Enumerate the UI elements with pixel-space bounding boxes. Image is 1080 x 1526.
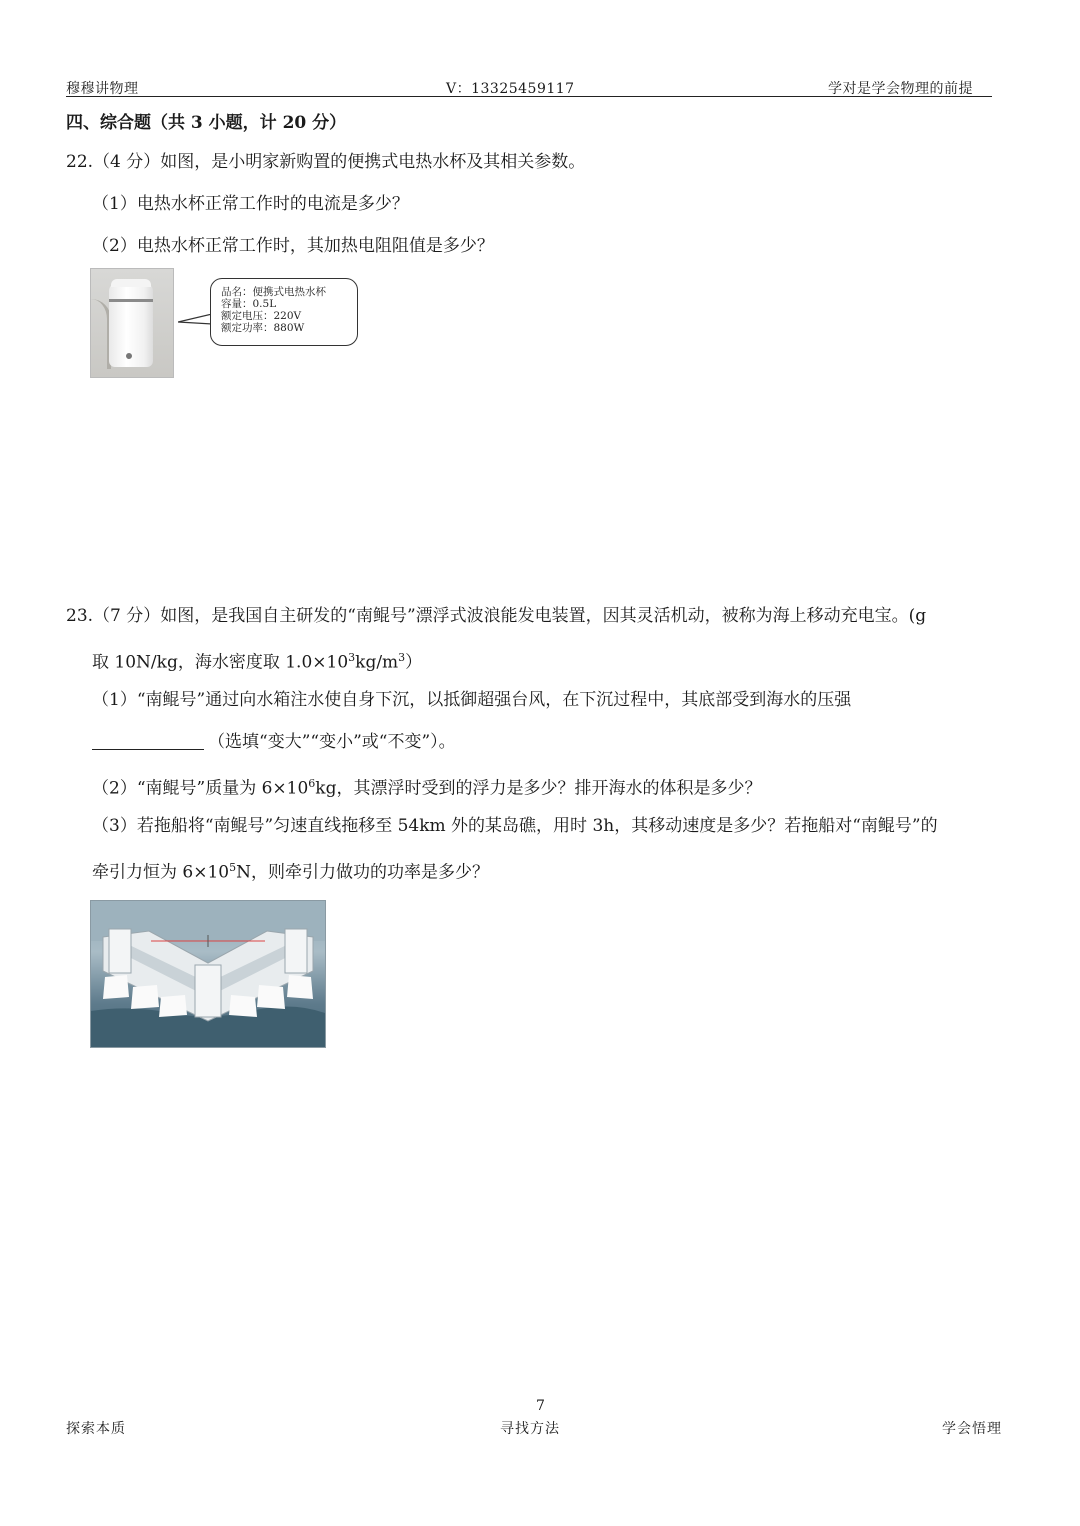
header-right: 学对是学会物理的前提 (828, 81, 973, 97)
q23-sub3-line1: （3）若拖船将“南鲲号”匀速直线拖移至 54km 外的某岛礁，用时 3h，其移动速度是多少？若拖船对“南鲲号”的 (92, 816, 938, 836)
q22-sub1: （1）电热水杯正常工作时的电流是多少？ (92, 194, 409, 214)
q23-stem-line2 (92, 646, 422, 675)
q23-sub2-text: （2）“南鲲号”质量为 6×10 (92, 778, 309, 799)
cup-button-shape (126, 353, 132, 359)
device-drawing (91, 901, 325, 1047)
q23-sub3-text: 牵引力恒为 6×10 (92, 862, 230, 883)
electric-cup-photo (90, 268, 174, 378)
cup-band-shape (109, 299, 153, 302)
q23-exp2: 3 (398, 651, 406, 664)
section-title: 四、综合题（共 3 小题，计 20 分） (66, 113, 347, 133)
q23-sub2 (92, 772, 761, 801)
spec-power: 额定功率：880W (221, 322, 305, 334)
q22-sub2: （2）电热水杯正常工作时，其加热电阻阻值是多少？ (92, 236, 494, 256)
footer-right: 学会悟理 (942, 1421, 1002, 1437)
q23-stem-text: 取 10N/kg，海水密度取 1.0×10 (92, 652, 349, 673)
q23-sub1-line2 (92, 730, 456, 754)
header-left: 穆穆讲物理 (66, 81, 139, 97)
q23-sub1-choice: （选填“变大”“变小”或“不变”）。 (208, 732, 456, 752)
spec-capacity: 容量：0.5L (221, 298, 277, 310)
q23-unit: kg/m (355, 652, 399, 673)
header-center: V：13325459117 (446, 81, 575, 97)
q23-close: ） (405, 652, 423, 673)
q23-exp1: 3 (348, 651, 356, 664)
answer-blank[interactable] (92, 731, 204, 750)
q23-stem-line1: 23.（7 分）如图，是我国自主研发的“南鲲号”漂浮式波浪能发电装置，因其灵活机动，被称为海上移动充电宝。(g (66, 606, 927, 626)
cable-shape (91, 299, 111, 369)
q23-sub2-exp: 6 (308, 777, 316, 790)
spec-bubble (210, 278, 358, 346)
wave-energy-device-photo (90, 900, 326, 1048)
footer-left: 探索本质 (66, 1421, 126, 1437)
spec-name: 品名：便携式电热水杯 (221, 286, 326, 298)
q23-sub3-exp: 5 (229, 861, 237, 874)
q23-sub1-line1: （1）“南鲲号”通过向水箱注水使自身下沉，以抵御超强台风，在下沉过程中，其底部受到海水的压强 (92, 690, 852, 710)
q23-sub3-rest: N，则牵引力做功的功率是多少？ (236, 862, 489, 883)
q23-sub3-line2 (92, 856, 489, 885)
q22-stem: 22.（4 分）如图，是小明家新购置的便携式电热水杯及其相关参数。 (66, 152, 586, 172)
q23-sub2-rest: kg，其漂浮时受到的浮力是多少？排开海水的体积是多少？ (315, 778, 762, 799)
header-rule (66, 96, 992, 97)
cup-lid-shape (111, 279, 151, 287)
spec-voltage: 额定电压：220V (221, 310, 302, 322)
footer-center: 寻找方法 (500, 1421, 560, 1437)
page-number: 7 (536, 1398, 546, 1414)
